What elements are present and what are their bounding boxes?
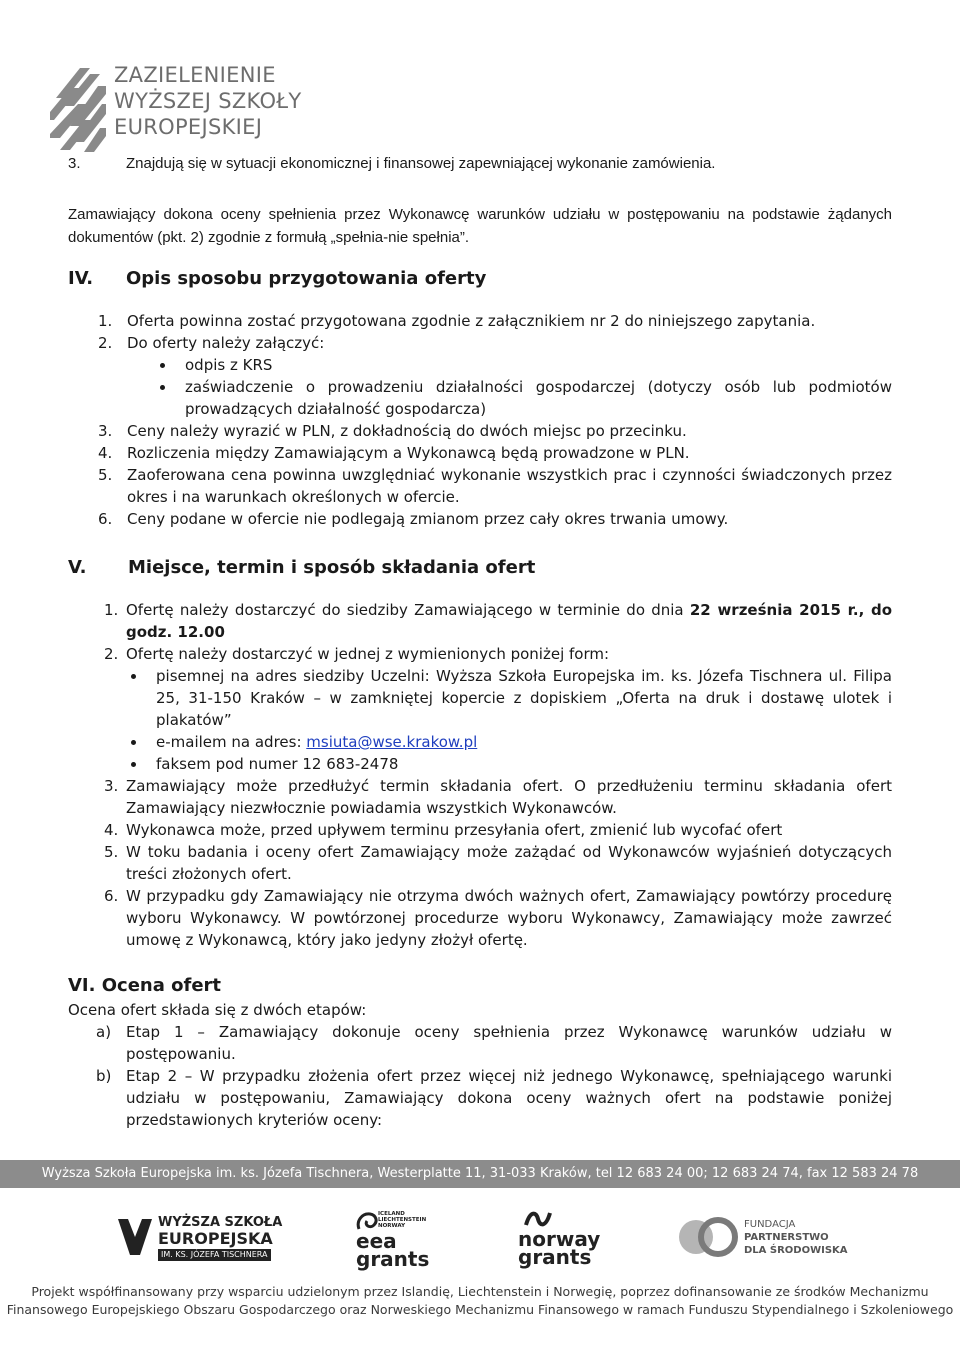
list-number: 3.	[68, 155, 81, 172]
attachment-text: odpis z KRS	[185, 356, 273, 374]
list-number: 6.	[104, 887, 119, 905]
form-item	[68, 731, 892, 753]
list-item-text: Oferta powinna zostać przygotowana zgodnie z załącznikiem nr 2 do niniejszego zapytania.	[127, 312, 816, 330]
assessment-paragraph: Zamawiający dokona oceny spełnienia przez Wykonawcę warunków udziału w postępowaniu na podstawie żądanych dokumentów (pkt. 2) zgodnie z formułą „spełnia-nie spełnia”.	[68, 206, 892, 246]
section-5-list	[68, 599, 892, 951]
list-number: 3.	[98, 422, 113, 440]
norway-word: norway	[518, 1227, 601, 1251]
list-number: 1.	[104, 601, 119, 619]
attachment-item	[68, 376, 892, 420]
list-item	[68, 1065, 892, 1131]
list-item	[68, 420, 892, 442]
list-number: 1.	[98, 312, 113, 330]
email-link[interactable]: msiuta@wse.krakow.pl	[306, 733, 478, 751]
list-number: 5.	[104, 843, 119, 861]
form-item	[68, 753, 892, 775]
list-item	[68, 841, 892, 885]
list-number: a)	[96, 1023, 112, 1041]
fundacja-emblem-icon	[678, 1217, 738, 1257]
eea-countries	[378, 1211, 426, 1229]
footer-note-line-2: Finansowego Europejskiego Obszaru Gospodarczego oraz Norweskiego Mechanizmu Finansowego w ramach Funduszu Stypendialnego i Szkoleniowego	[6, 1302, 954, 1317]
eea-country: LIECHTENSTEIN	[378, 1217, 427, 1223]
list-item-text: W toku badania i oceny ofert Zamawiający może zażądać od Wykonawców wyjaśnień dotyczących treści złożonych ofert.	[126, 843, 892, 883]
list-item	[68, 643, 892, 665]
section-5-title: Miejsce, termin i sposób składania ofert	[128, 557, 536, 578]
sponsor-logos	[0, 1205, 960, 1275]
wse-logo-line-2: EUROPEJSKA	[158, 1229, 273, 1248]
logo-stripes-icon	[50, 68, 106, 152]
fundacja-line-1: FUNDACJA	[744, 1219, 796, 1230]
footer-address: Wyższa Szkoła Europejska im. ks. Józefa Tischnera, Westerplatte 11, 31-033 Kraków, tel 12 683 24 00; 12 683 24 74, fax 12 583 24 78	[41, 1166, 919, 1181]
list-item	[68, 332, 892, 354]
section-4-list	[68, 310, 892, 530]
section-6-lead: Ocena ofert składa się z dwóch etapów:	[68, 1001, 367, 1019]
list-item	[68, 464, 892, 508]
section-6-list	[68, 1021, 892, 1131]
intro-item-3-text: Znajdują się w sytuacji ekonomicznej i finansowej zapewniającej wykonanie zamówienia.	[126, 155, 716, 172]
list-number: 2.	[98, 334, 113, 352]
list-item-text: Zaoferowana cena powinna uwzględniać wykonanie wszystkich prac i czynności świadczonych przez okres i na warunkach określonych w ofercie.	[127, 466, 892, 506]
wse-logo-line-1: WYŻSZA SZKOŁA	[158, 1215, 283, 1230]
logo-line-2: WYŻSZEJ SZKOŁY	[114, 89, 302, 113]
bullet-icon	[131, 762, 136, 767]
bullet-icon	[131, 740, 136, 745]
footer-funding-note	[0, 1283, 960, 1319]
form-text: pisemnej na adres siedziby Uczelni: Wyższa Szkoła Europejska im. ks. Józefa Tischnera ul. Filipa 25, 31-150 Kraków – w zamkniętej kopercie z dopiskiem „Oferta na druk i dostawę ulotek i plakatów”	[156, 667, 892, 729]
eea-country: NORWAY	[378, 1223, 406, 1229]
list-item	[68, 819, 892, 841]
list-item-text: Rozliczenia między Zamawiającym a Wykonawcą będą prowadzone w PLN.	[127, 444, 690, 462]
list-item-text: W przypadku gdy Zamawiający nie otrzyma dwóch ważnych ofert, Zamawiający powtórzy procedurę wyboru Wykonawcy. W powtórzonej procedurze wyboru Wykonawcy, Zamawiający może zawrzeć umowę z Wykonawcą, który jako jedyny złożył ofertę.	[126, 887, 892, 949]
bullet-icon	[160, 385, 165, 390]
logo-line-1: ZAZIELENIENIE	[114, 63, 276, 87]
list-item	[68, 885, 892, 951]
norway-grants-logo	[518, 1205, 608, 1275]
list-item-text: Ceny należy wyrazić w PLN, z dokładnością do dwóch miejsc po przecinku.	[127, 422, 687, 440]
norway-wave-icon	[524, 1209, 552, 1229]
bullet-icon	[131, 674, 136, 679]
deadline-text: 22 września 2015 r., do godz. 12.00	[126, 601, 893, 641]
list-number: 4.	[98, 444, 113, 462]
fundacja-line-2: PARTNERSTWO	[744, 1232, 829, 1243]
list-number: 3.	[104, 777, 119, 795]
section-4-title: Opis sposobu przygotowania oferty	[126, 268, 487, 289]
list-item-text: Etap 2 – W przypadku złożenia ofert przez więcej niż jednego Wykonawcę, spełniającego warunki udziału w postępowaniu, Zamawiający dokona oceny ważnych ofert na podstawie poniżej przedstawionych kryteriów oceny:	[126, 1067, 892, 1129]
document-body	[68, 153, 892, 1131]
form-item	[68, 665, 892, 731]
eea-word: eea	[356, 1229, 397, 1253]
fundacja-line-3: DLA ŚRODOWISKA	[744, 1245, 848, 1256]
section-4-number: IV.	[68, 268, 94, 289]
bullet-icon	[160, 363, 165, 368]
list-item-text: Ofertę należy dostarczyć do siedziby Zamawiającego w terminie do dnia	[126, 601, 690, 619]
grants-word: grants	[518, 1245, 592, 1269]
list-number: 6.	[98, 510, 113, 528]
logo-line-3: EUROPEJSKIEJ	[114, 115, 263, 139]
wse-emblem-icon	[118, 1219, 152, 1255]
list-item	[68, 1021, 892, 1065]
header-logo	[50, 62, 310, 152]
form-text: faksem pod numer 12 683-2478	[156, 755, 399, 773]
attachment-item	[68, 354, 892, 376]
eea-country: ICELAND	[378, 1211, 405, 1217]
intro-item-3	[68, 153, 892, 175]
section-4-heading	[68, 268, 892, 298]
attachment-text: zaświadczenie o prowadzeniu działalności gospodarczej (dotyczy osób lub podmiotów prowadzących działalność gospodarcza)	[185, 378, 892, 418]
list-item	[68, 310, 892, 332]
list-item-text: Etap 1 – Zamawiający dokonuje oceny spełnienia przez Wykonawcę warunków udziału w postępowaniu.	[126, 1023, 892, 1063]
list-item	[68, 442, 892, 464]
grants-word: grants	[356, 1247, 430, 1271]
logo-wordmark	[114, 62, 302, 140]
eea-grants-logo	[352, 1205, 462, 1275]
list-item-text: Zamawiający może przedłużyć termin składania ofert. O przedłużeniu terminu składania ofert Zamawiający niezwłocznie powiadamia wszystkich Wykonawców.	[126, 777, 892, 817]
list-item	[68, 599, 892, 643]
list-item	[68, 508, 892, 530]
list-item-text: Ofertę należy dostarczyć w jednej z wymienionych poniżej form:	[126, 645, 610, 663]
section-5-heading	[68, 557, 892, 587]
wse-logo-line-3: IM. KS. JÓZEFA TISCHNERA	[158, 1249, 271, 1261]
list-item-text: Do oferty należy załączyć:	[127, 334, 325, 352]
fundacja-logo	[678, 1205, 858, 1275]
list-item-text: Wykonawca może, przed upływem terminu przesyłania ofert, zmienić lub wycofać ofert	[126, 821, 783, 839]
footer-note-line-1: Projekt współfinansowany przy wsparciu udzielonym przez Islandię, Liechtenstein i Norwegię, poprzez dofinansowanie ze środków Mechanizmu	[31, 1284, 929, 1299]
list-item-text: Ceny podane w ofercie nie podlegają zmianom przez cały okres trwania umowy.	[127, 510, 729, 528]
form-text: e-mailem na adres:	[156, 733, 307, 751]
wse-logo	[118, 1205, 283, 1275]
list-number: 4.	[104, 821, 119, 839]
list-number: 2.	[104, 645, 119, 663]
section-6-title: VI. Ocena ofert	[68, 975, 222, 996]
section-5-number: V.	[68, 557, 87, 578]
footer-address-bar	[0, 1160, 960, 1188]
list-number: 5.	[98, 466, 113, 484]
list-number: b)	[96, 1067, 112, 1085]
list-item	[68, 775, 892, 819]
